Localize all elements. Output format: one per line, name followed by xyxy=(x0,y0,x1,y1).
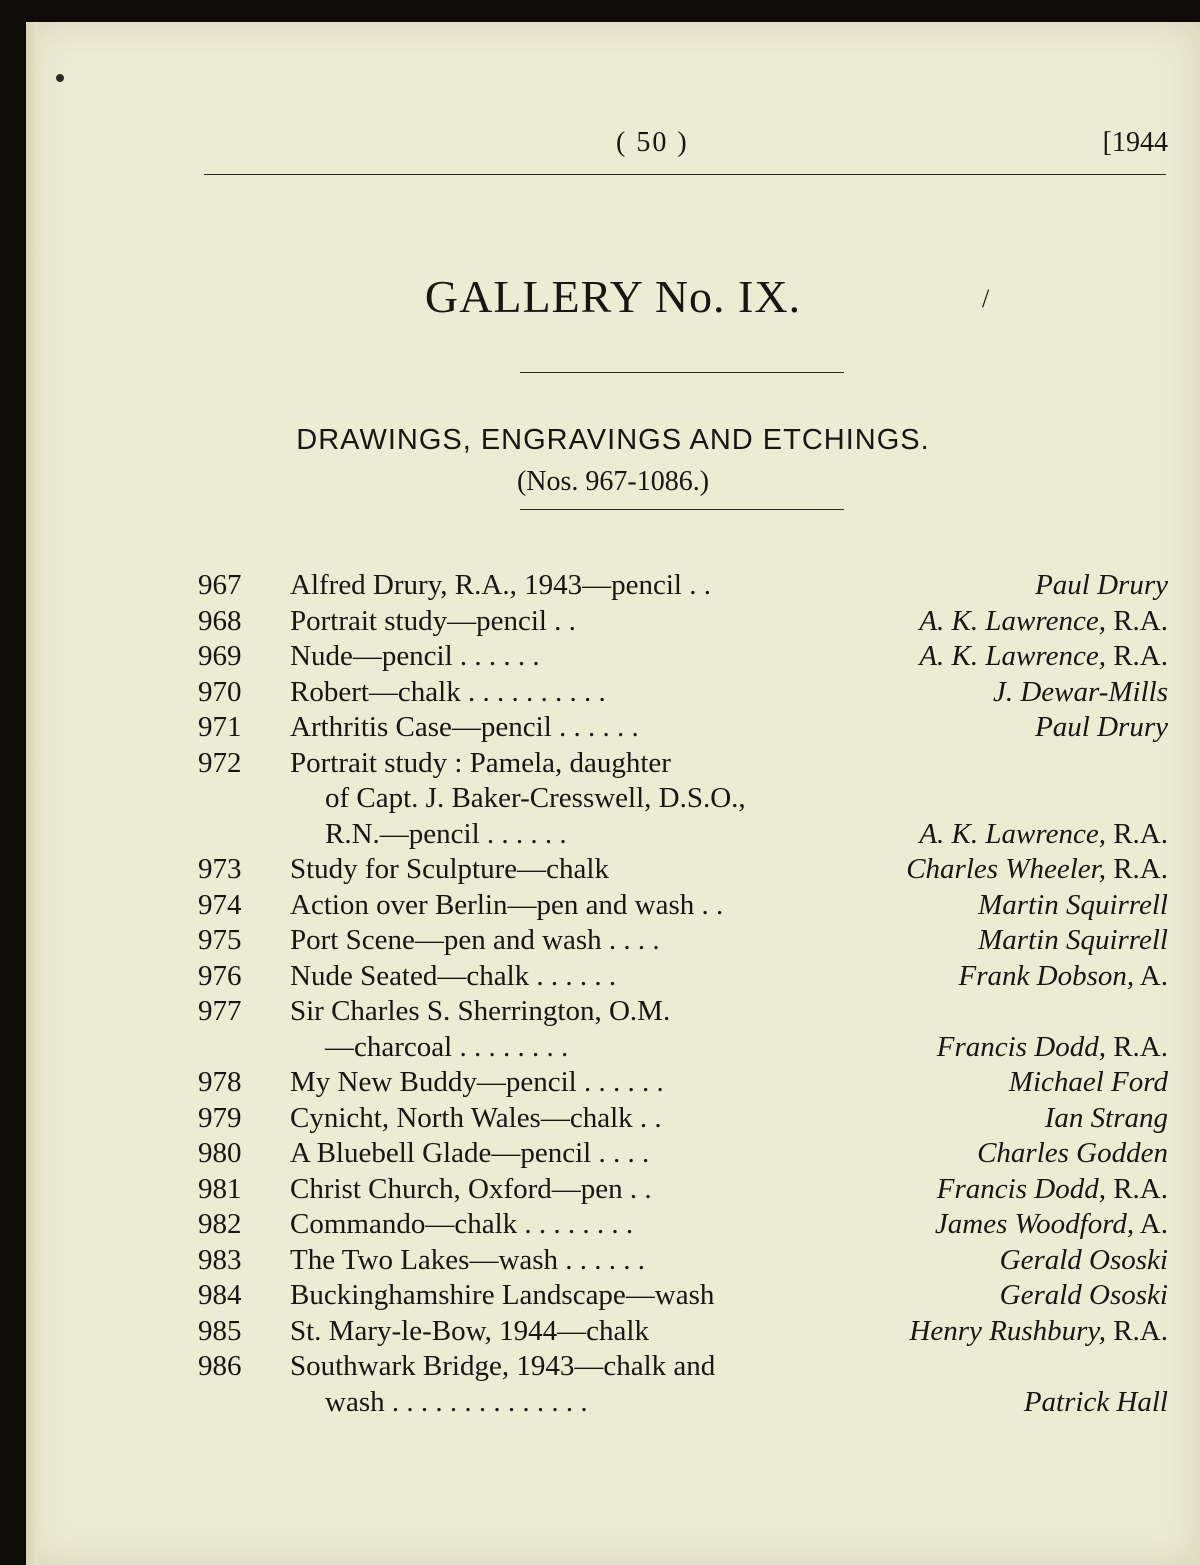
entry-line xyxy=(26,923,1200,959)
entry-title: Buckinghamshire Landscape—wash xyxy=(290,1279,715,1311)
entry-artist xyxy=(993,675,1168,711)
entry-number: 972 xyxy=(198,746,242,779)
entry-number: 975 xyxy=(198,924,242,956)
catalogue-entry xyxy=(26,710,1200,746)
page-number: ( 50 ) xyxy=(616,127,689,158)
artist-name: Michael Ford xyxy=(1008,1066,1168,1098)
entry-artist xyxy=(909,1314,1168,1350)
entry-artist xyxy=(959,959,1168,995)
artist-honour: R.A. xyxy=(1105,1172,1168,1205)
artist-name: J. Dewar-Mills xyxy=(992,675,1168,708)
artist-honour: A. xyxy=(1134,1208,1168,1240)
entry-line xyxy=(26,710,1200,746)
entry-number: 968 xyxy=(198,604,242,637)
catalogue-entry xyxy=(26,568,1200,604)
catalogue-number-range: (Nos. 967-1086.) xyxy=(516,466,710,497)
subtitle-rule xyxy=(520,509,844,510)
running-year: [1944 xyxy=(1102,127,1168,158)
entry-title: Robert—chalk . . . . . . . . . . xyxy=(290,675,606,708)
artist-name: A. K. Lawrence, xyxy=(919,817,1106,850)
entry-title: The Two Lakes—wash . . . . . . xyxy=(290,1243,646,1276)
artist-name: Henry Rushbury, xyxy=(909,1314,1106,1347)
entry-line xyxy=(26,604,1200,640)
artist-honour: R.A. xyxy=(1105,1314,1168,1347)
entry-artist xyxy=(937,1172,1168,1208)
entry-line xyxy=(26,1172,1200,1208)
entry-title: St. Mary-le-Bow, 1944—chalk xyxy=(290,1314,649,1347)
entry-title: Arthritis Case—pencil . . . . . . xyxy=(290,711,639,743)
artist-honour: R.A. xyxy=(1105,640,1168,672)
entry-line xyxy=(26,1314,1200,1350)
entry-number: 984 xyxy=(198,1279,242,1311)
entry-line xyxy=(26,746,1200,782)
entry-artist xyxy=(919,639,1168,675)
entry-number: 971 xyxy=(198,711,242,743)
entry-title: Port Scene—pen and wash . . . . xyxy=(290,924,660,956)
entry-line xyxy=(26,1065,1200,1101)
entry-title: Portrait study—pencil . . xyxy=(290,604,576,637)
artist-name: James Woodford, xyxy=(934,1208,1135,1240)
entry-line xyxy=(26,568,1200,604)
entry-title: My New Buddy—pencil . . . . . . xyxy=(290,1066,664,1098)
catalogue-entry xyxy=(26,1278,1200,1314)
pencil-tick-mark: / xyxy=(982,284,990,313)
entry-artist xyxy=(1009,1065,1168,1101)
catalogue-entry xyxy=(26,604,1200,640)
artist-name: Paul Drury xyxy=(1035,711,1168,743)
artist-name: Charles Godden xyxy=(977,1137,1168,1169)
gallery-title: GALLERY No. IX. xyxy=(424,271,802,322)
entry-line xyxy=(26,1136,1200,1172)
entry-artist xyxy=(1024,1385,1168,1421)
artist-name: Gerald Ososki xyxy=(999,1243,1168,1276)
entry-number: 978 xyxy=(198,1066,242,1098)
entry-title: Nude—pencil . . . . . . xyxy=(290,640,540,672)
entry-line xyxy=(26,1030,1200,1066)
ink-spot xyxy=(56,74,64,82)
header-rule xyxy=(204,174,1166,175)
entry-line xyxy=(26,1385,1200,1421)
entry-number: 974 xyxy=(198,888,242,921)
entry-artist xyxy=(1000,1243,1168,1279)
catalogue-entry xyxy=(26,1207,1200,1243)
entry-artist xyxy=(919,604,1168,640)
entry-line xyxy=(26,817,1200,853)
artist-name: A. K. Lawrence, xyxy=(919,604,1106,637)
entry-title: R.N.—pencil . . . . . . xyxy=(325,817,567,850)
entry-artist xyxy=(1035,568,1168,604)
artist-name: Ian Strang xyxy=(1044,1101,1168,1134)
entry-artist xyxy=(978,888,1168,924)
entry-title: A Bluebell Glade—pencil . . . . xyxy=(290,1137,650,1169)
artist-name: Martin Squirrell xyxy=(978,924,1168,956)
artist-honour: R.A. xyxy=(1105,1030,1168,1063)
entry-line xyxy=(26,781,1200,817)
entry-title: Southwark Bridge, 1943—chalk and xyxy=(290,1350,716,1382)
entry-artist xyxy=(977,1136,1168,1172)
entry-artist xyxy=(1035,710,1168,746)
catalogue-entry xyxy=(26,1314,1200,1350)
entry-title: Christ Church, Oxford—pen . . xyxy=(290,1172,652,1205)
entry-artist xyxy=(937,1030,1168,1066)
entry-number: 973 xyxy=(198,853,242,885)
catalogue-entry xyxy=(26,1101,1200,1137)
entry-title: Commando—chalk . . . . . . . . xyxy=(290,1208,634,1240)
entry-artist xyxy=(978,923,1168,959)
entry-artist xyxy=(935,1207,1168,1243)
entry-number: 967 xyxy=(198,569,242,601)
entry-number: 981 xyxy=(198,1172,242,1205)
artist-name: Gerald Ososki xyxy=(999,1279,1168,1311)
entry-number: 983 xyxy=(198,1243,242,1276)
entry-title: Portrait study : Pamela, daughter xyxy=(290,746,671,779)
entry-title: Alfred Drury, R.A., 1943—pencil . . xyxy=(290,569,711,601)
entry-title: Study for Sculpture—chalk xyxy=(290,853,609,885)
entry-title: Sir Charles S. Sherrington, O.M. xyxy=(290,995,671,1027)
catalogue-entry xyxy=(26,923,1200,959)
artist-name: Patrick Hall xyxy=(1023,1385,1168,1418)
catalogue-entry xyxy=(26,1065,1200,1101)
entry-number: 979 xyxy=(198,1101,242,1134)
catalogue-entry xyxy=(26,675,1200,711)
catalogue-entry xyxy=(26,852,1200,888)
entry-title: Nude Seated—chalk . . . . . . xyxy=(290,959,617,992)
catalogue-entry xyxy=(26,959,1200,995)
entry-line xyxy=(26,959,1200,995)
entry-line xyxy=(26,1243,1200,1279)
entry-title: Cynicht, North Wales—chalk . . xyxy=(290,1101,662,1134)
artist-honour: R.A. xyxy=(1105,853,1168,885)
entry-number: 977 xyxy=(198,995,242,1027)
entry-number: 980 xyxy=(198,1137,242,1169)
artist-name: A. K. Lawrence, xyxy=(919,640,1106,672)
entry-line xyxy=(26,994,1200,1030)
entry-artist xyxy=(1000,1278,1168,1314)
entry-title: —charcoal . . . . . . . . xyxy=(325,1030,569,1063)
entry-title: of Capt. J. Baker-Cresswell, D.S.O., xyxy=(325,782,746,814)
artist-honour: R.A. xyxy=(1105,817,1168,850)
artist-name: Charles Wheeler, xyxy=(906,853,1106,885)
catalogue-entry xyxy=(26,639,1200,675)
entry-number: 986 xyxy=(198,1350,242,1382)
catalogue-entry xyxy=(26,888,1200,924)
entry-line xyxy=(26,852,1200,888)
catalogue-page xyxy=(26,22,1200,1565)
entry-artist xyxy=(1045,1101,1168,1137)
entry-line xyxy=(26,639,1200,675)
entry-line xyxy=(26,1207,1200,1243)
catalogue-entry xyxy=(26,746,1200,853)
artist-name: Martin Squirrell xyxy=(978,888,1168,921)
catalogue-entry xyxy=(26,1172,1200,1208)
catalogue-entry xyxy=(26,1136,1200,1172)
entry-number: 976 xyxy=(198,959,242,992)
entry-line xyxy=(26,1349,1200,1385)
catalogue-entries xyxy=(26,568,1200,1420)
entry-line xyxy=(26,675,1200,711)
entry-line xyxy=(26,1278,1200,1314)
entry-title: Action over Berlin—pen and wash . . xyxy=(290,888,724,921)
entry-artist xyxy=(906,852,1168,888)
title-rule xyxy=(520,372,844,373)
artist-name: Francis Dodd, xyxy=(936,1172,1106,1205)
entry-title: wash . . . . . . . . . . . . . . xyxy=(325,1385,588,1418)
catalogue-entry xyxy=(26,1349,1200,1420)
section-subtitle: DRAWINGS, ENGRAVINGS AND ETCHINGS. xyxy=(296,424,930,456)
artist-honour: A. xyxy=(1134,959,1168,992)
entry-number: 969 xyxy=(198,640,242,672)
artist-name: Francis Dodd, xyxy=(936,1030,1106,1063)
entry-number: 970 xyxy=(198,675,242,708)
entry-number: 985 xyxy=(198,1314,242,1347)
entry-number: 982 xyxy=(198,1208,242,1240)
entry-line xyxy=(26,1101,1200,1137)
entry-line xyxy=(26,888,1200,924)
catalogue-entry xyxy=(26,994,1200,1065)
artist-honour: R.A. xyxy=(1105,604,1168,637)
artist-name: Frank Dobson, xyxy=(958,959,1135,992)
artist-name: Paul Drury xyxy=(1035,569,1168,601)
catalogue-entry xyxy=(26,1243,1200,1279)
entry-artist xyxy=(919,817,1168,853)
